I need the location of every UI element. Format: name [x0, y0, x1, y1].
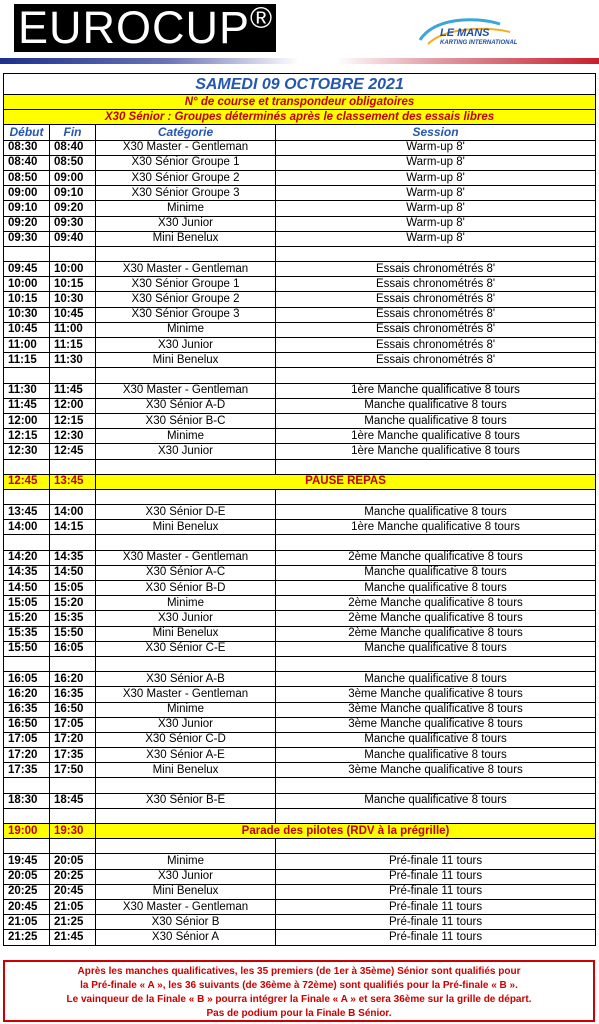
start-time: 16:20 [4, 687, 50, 702]
table-row [4, 322, 596, 337]
category-cell: Minime [96, 201, 276, 216]
start-time: 16:50 [4, 717, 50, 732]
category-cell: X30 Sénior B-C [96, 413, 276, 428]
start-time: 18:30 [4, 793, 50, 808]
end-time: 12:30 [50, 429, 96, 444]
category-cell: X30 Sénior D-E [96, 505, 276, 520]
end-time: 08:40 [50, 140, 96, 155]
table-row [4, 869, 596, 884]
end-time: 19:30 [50, 824, 96, 839]
start-time: 20:25 [4, 884, 50, 899]
note-line: Après les manches qualificatives, les 35 premiers (de 1er à 35ème) Sénior sont qualifiés pour [77, 966, 521, 977]
header-category: Catégorie [96, 125, 276, 140]
notice-row [4, 95, 596, 110]
end-time: 14:50 [50, 565, 96, 580]
category-cell: Minime [96, 322, 276, 337]
le-mans-karting-logo [414, 14, 534, 48]
start-time: 19:45 [4, 854, 50, 869]
category-cell: Mini Benelux [96, 763, 276, 778]
start-time: 15:50 [4, 641, 50, 656]
table-row [4, 717, 596, 732]
le-mans-logo-text: LE MANS [440, 27, 490, 39]
session-cell: 1ère Manche qualificative 8 tours [276, 520, 596, 535]
highlight-row [4, 824, 596, 839]
start-time: 12:30 [4, 444, 50, 459]
empty-cell [276, 808, 596, 823]
start-time: 21:25 [4, 930, 50, 945]
spacer-row [4, 535, 596, 550]
table-row [4, 520, 596, 535]
table-row [4, 672, 596, 687]
start-time: 13:45 [4, 505, 50, 520]
table-row [4, 596, 596, 611]
start-time: 08:50 [4, 170, 50, 185]
session-cell: 3ème Manche qualificative 8 tours [276, 717, 596, 732]
header-end: Fin [50, 125, 96, 140]
table-row [4, 915, 596, 930]
empty-cell [276, 656, 596, 671]
category-cell: X30 Sénior A-E [96, 748, 276, 763]
empty-cell [50, 368, 96, 383]
empty-cell [4, 489, 50, 504]
category-cell: X30 Junior [96, 611, 276, 626]
category-cell: X30 Sénior C-D [96, 732, 276, 747]
start-time: 11:15 [4, 353, 50, 368]
spacer-row [4, 656, 596, 671]
note-line: Le vainqueur de la Finale « B » pourra intégrer la Finale « A » et sera 36ème sur la grille de départ. [66, 994, 532, 1005]
session-cell: Warm-up 8' [276, 170, 596, 185]
table-row [4, 383, 596, 398]
start-time: 10:45 [4, 322, 50, 337]
notice-groups: X30 Sénior : Groupes déterminés après le classement des essais libres [4, 110, 596, 125]
note-line: Pas de podium pour la Finale B Sénior. [206, 1008, 392, 1019]
notice-transponder: N° de course et transpondeur obligatoires [4, 95, 596, 110]
empty-cell [4, 656, 50, 671]
start-time: 12:15 [4, 429, 50, 444]
start-time: 15:05 [4, 596, 50, 611]
end-time: 09:40 [50, 231, 96, 246]
start-time: 09:45 [4, 262, 50, 277]
category-cell: X30 Sénior B [96, 915, 276, 930]
empty-cell [50, 459, 96, 474]
end-time: 20:25 [50, 869, 96, 884]
start-time: 09:30 [4, 231, 50, 246]
table-row [4, 353, 596, 368]
empty-cell [276, 839, 596, 854]
session-cell: Pré-finale 11 tours [276, 930, 596, 945]
category-cell: Mini Benelux [96, 884, 276, 899]
start-time: 14:50 [4, 581, 50, 596]
end-time: 09:30 [50, 216, 96, 231]
karting-international-text: KARTING INTERNATIONAL [440, 40, 518, 46]
table-row [4, 140, 596, 155]
header-start: Début [4, 125, 50, 140]
category-cell: X30 Master - Gentleman [96, 262, 276, 277]
schedule-table [3, 73, 596, 946]
spacer-row [4, 246, 596, 261]
category-cell: Mini Benelux [96, 626, 276, 641]
category-cell: X30 Sénior Groupe 3 [96, 307, 276, 322]
start-time: 09:20 [4, 216, 50, 231]
session-cell: 1ère Manche qualificative 8 tours [276, 429, 596, 444]
start-time: 11:30 [4, 383, 50, 398]
empty-cell [50, 489, 96, 504]
registered-mark: ® [250, 4, 274, 35]
empty-cell [4, 368, 50, 383]
session-cell: 2ème Manche qualificative 8 tours [276, 596, 596, 611]
empty-cell [96, 778, 276, 793]
spacer-row [4, 808, 596, 823]
empty-cell [50, 778, 96, 793]
empty-cell [96, 489, 276, 504]
end-time: 10:45 [50, 307, 96, 322]
session-cell: 3ème Manche qualificative 8 tours [276, 687, 596, 702]
end-time: 16:35 [50, 687, 96, 702]
end-time: 20:05 [50, 854, 96, 869]
session-cell: Pré-finale 11 tours [276, 854, 596, 869]
table-row [4, 611, 596, 626]
end-time: 10:30 [50, 292, 96, 307]
end-time: 17:35 [50, 748, 96, 763]
category-cell: X30 Sénior C-E [96, 641, 276, 656]
category-cell: X30 Sénior Groupe 3 [96, 186, 276, 201]
start-time: 17:05 [4, 732, 50, 747]
start-time: 10:00 [4, 277, 50, 292]
category-cell: Mini Benelux [96, 231, 276, 246]
end-time: 14:15 [50, 520, 96, 535]
session-cell: Warm-up 8' [276, 140, 596, 155]
start-time: 08:40 [4, 155, 50, 170]
category-cell: X30 Master - Gentleman [96, 899, 276, 914]
table-row [4, 307, 596, 322]
session-cell: Warm-up 8' [276, 155, 596, 170]
table-row [4, 565, 596, 580]
end-time: 12:45 [50, 444, 96, 459]
session-cell: Essais chronométrés 8' [276, 307, 596, 322]
end-time: 08:50 [50, 155, 96, 170]
category-cell: X30 Sénior Groupe 2 [96, 170, 276, 185]
end-time: 13:45 [50, 474, 96, 489]
session-cell: Manche qualificative 8 tours [276, 793, 596, 808]
session-cell: 3ème Manche qualificative 8 tours [276, 702, 596, 717]
category-cell: Minime [96, 702, 276, 717]
start-time: 09:00 [4, 186, 50, 201]
end-time: 17:50 [50, 763, 96, 778]
highlight-label: PAUSE REPAS [96, 474, 596, 489]
session-cell: Pré-finale 11 tours [276, 899, 596, 914]
empty-cell [276, 246, 596, 261]
end-time: 12:15 [50, 413, 96, 428]
column-headers [4, 125, 596, 140]
table-row [4, 505, 596, 520]
empty-cell [50, 246, 96, 261]
end-time: 11:00 [50, 322, 96, 337]
start-time: 16:35 [4, 702, 50, 717]
start-time: 17:35 [4, 763, 50, 778]
category-cell: X30 Junior [96, 444, 276, 459]
category-cell: Minime [96, 596, 276, 611]
session-cell: Manche qualificative 8 tours [276, 641, 596, 656]
start-time: 12:45 [4, 474, 50, 489]
table-row [4, 732, 596, 747]
start-time: 14:35 [4, 565, 50, 580]
notice-row [4, 110, 596, 125]
end-time: 16:20 [50, 672, 96, 687]
start-time: 12:00 [4, 413, 50, 428]
category-cell: Minime [96, 854, 276, 869]
header-stripe [0, 58, 599, 64]
end-time: 17:05 [50, 717, 96, 732]
table-row [4, 930, 596, 945]
note-line: la Pré-finale « A », les 36 suivants (de 36ème à 72ème) sont qualifiés pour la Pré-finale « B ». [80, 980, 518, 991]
empty-cell [4, 246, 50, 261]
table-row [4, 216, 596, 231]
category-cell: X30 Master - Gentleman [96, 550, 276, 565]
end-time: 16:05 [50, 641, 96, 656]
table-row [4, 444, 596, 459]
end-time: 11:45 [50, 383, 96, 398]
table-row [4, 899, 596, 914]
end-time: 09:00 [50, 170, 96, 185]
empty-cell [276, 778, 596, 793]
start-time: 20:05 [4, 869, 50, 884]
session-cell: 1ère Manche qualificative 8 tours [276, 383, 596, 398]
session-cell: Pré-finale 11 tours [276, 915, 596, 930]
category-cell: X30 Sénior Groupe 1 [96, 277, 276, 292]
category-cell: Mini Benelux [96, 520, 276, 535]
spacer-row [4, 489, 596, 504]
table-row [4, 687, 596, 702]
table-row [4, 186, 596, 201]
category-cell: X30 Master - Gentleman [96, 383, 276, 398]
category-cell: X30 Master - Gentleman [96, 687, 276, 702]
category-cell: X30 Junior [96, 717, 276, 732]
start-time: 15:35 [4, 626, 50, 641]
session-cell: Essais chronométrés 8' [276, 322, 596, 337]
table-row [4, 277, 596, 292]
empty-cell [4, 778, 50, 793]
end-time: 14:00 [50, 505, 96, 520]
session-cell: Manche qualificative 8 tours [276, 413, 596, 428]
end-time: 10:15 [50, 277, 96, 292]
session-cell: 2ème Manche qualificative 8 tours [276, 611, 596, 626]
table-row [4, 338, 596, 353]
start-time: 14:20 [4, 550, 50, 565]
empty-cell [50, 808, 96, 823]
category-cell: X30 Junior [96, 338, 276, 353]
empty-cell [276, 459, 596, 474]
session-cell: Pré-finale 11 tours [276, 869, 596, 884]
table-row [4, 702, 596, 717]
start-time: 20:45 [4, 899, 50, 914]
end-time: 10:00 [50, 262, 96, 277]
session-cell: Manche qualificative 8 tours [276, 748, 596, 763]
start-time: 11:00 [4, 338, 50, 353]
start-time: 16:05 [4, 672, 50, 687]
end-time: 15:50 [50, 626, 96, 641]
session-cell: Manche qualificative 8 tours [276, 672, 596, 687]
end-time: 15:35 [50, 611, 96, 626]
start-time: 10:30 [4, 307, 50, 322]
empty-cell [4, 459, 50, 474]
table-row [4, 429, 596, 444]
empty-cell [276, 368, 596, 383]
start-time: 08:30 [4, 140, 50, 155]
eurocup-logo [14, 4, 276, 52]
category-cell: Mini Benelux [96, 353, 276, 368]
spacer-row [4, 459, 596, 474]
empty-cell [96, 246, 276, 261]
start-time: 09:10 [4, 201, 50, 216]
category-cell: X30 Sénior Groupe 2 [96, 292, 276, 307]
session-cell: Manche qualificative 8 tours [276, 505, 596, 520]
empty-cell [4, 808, 50, 823]
empty-cell [276, 489, 596, 504]
session-cell: Essais chronométrés 8' [276, 292, 596, 307]
empty-cell [50, 535, 96, 550]
end-time: 17:20 [50, 732, 96, 747]
session-cell: Pré-finale 11 tours [276, 884, 596, 899]
empty-cell [96, 459, 276, 474]
session-cell: 2ème Manche qualificative 8 tours [276, 626, 596, 641]
end-time: 12:00 [50, 398, 96, 413]
session-cell: Essais chronométrés 8' [276, 338, 596, 353]
session-cell: Essais chronométrés 8' [276, 353, 596, 368]
empty-cell [50, 656, 96, 671]
table-row [4, 748, 596, 763]
session-cell: Essais chronométrés 8' [276, 277, 596, 292]
session-cell: Warm-up 8' [276, 216, 596, 231]
table-row [4, 854, 596, 869]
empty-cell [96, 808, 276, 823]
end-time: 09:10 [50, 186, 96, 201]
table-row [4, 884, 596, 899]
category-cell: X30 Master - Gentleman [96, 140, 276, 155]
session-cell: Manche qualificative 8 tours [276, 732, 596, 747]
category-cell: X30 Sénior B-D [96, 581, 276, 596]
start-time: 11:45 [4, 398, 50, 413]
page-title: SAMEDI 09 OCTOBRE 2021 [4, 74, 596, 95]
session-cell: Manche qualificative 8 tours [276, 398, 596, 413]
empty-cell [276, 535, 596, 550]
qualification-note [3, 960, 595, 1022]
table-row [4, 170, 596, 185]
spacer-row [4, 368, 596, 383]
session-cell: Manche qualificative 8 tours [276, 581, 596, 596]
empty-cell [96, 535, 276, 550]
empty-cell [96, 839, 276, 854]
start-time: 14:00 [4, 520, 50, 535]
session-cell: 3ème Manche qualificative 8 tours [276, 763, 596, 778]
title-row [4, 74, 596, 95]
category-cell: Minime [96, 429, 276, 444]
category-cell: X30 Sénior A [96, 930, 276, 945]
end-time: 09:20 [50, 201, 96, 216]
table-row [4, 398, 596, 413]
table-row [4, 262, 596, 277]
table-row [4, 413, 596, 428]
table-row [4, 231, 596, 246]
session-cell: Warm-up 8' [276, 201, 596, 216]
end-time: 21:25 [50, 915, 96, 930]
empty-cell [4, 839, 50, 854]
table-row [4, 201, 596, 216]
empty-cell [4, 535, 50, 550]
eurocup-logo-text: EUROCUP [18, 4, 251, 52]
session-cell: 2ème Manche qualificative 8 tours [276, 550, 596, 565]
category-cell: X30 Junior [96, 869, 276, 884]
table-row [4, 626, 596, 641]
start-time: 21:05 [4, 915, 50, 930]
end-time: 11:30 [50, 353, 96, 368]
header-session: Session [276, 125, 596, 140]
start-time: 15:20 [4, 611, 50, 626]
highlight-row [4, 474, 596, 489]
end-time: 21:45 [50, 930, 96, 945]
end-time: 20:45 [50, 884, 96, 899]
session-cell: Manche qualificative 8 tours [276, 565, 596, 580]
table-row [4, 763, 596, 778]
start-time: 10:15 [4, 292, 50, 307]
empty-cell [50, 839, 96, 854]
highlight-label: Parade des pilotes (RDV à la prégrille) [96, 824, 596, 839]
end-time: 14:35 [50, 550, 96, 565]
spacer-row [4, 778, 596, 793]
end-time: 15:05 [50, 581, 96, 596]
table-row [4, 581, 596, 596]
empty-cell [96, 368, 276, 383]
start-time: 17:20 [4, 748, 50, 763]
end-time: 11:15 [50, 338, 96, 353]
session-cell: Essais chronométrés 8' [276, 262, 596, 277]
end-time: 21:05 [50, 899, 96, 914]
category-cell: X30 Sénior A-B [96, 672, 276, 687]
end-time: 18:45 [50, 793, 96, 808]
session-cell: Warm-up 8' [276, 231, 596, 246]
start-time: 19:00 [4, 824, 50, 839]
category-cell: X30 Sénior B-E [96, 793, 276, 808]
end-time: 15:20 [50, 596, 96, 611]
session-cell: 1ère Manche qualificative 8 tours [276, 444, 596, 459]
category-cell: X30 Sénior A-C [96, 565, 276, 580]
session-cell: Warm-up 8' [276, 186, 596, 201]
spacer-row [4, 839, 596, 854]
table-row [4, 292, 596, 307]
category-cell: X30 Sénior A-D [96, 398, 276, 413]
category-cell: X30 Sénior Groupe 1 [96, 155, 276, 170]
table-row [4, 155, 596, 170]
empty-cell [96, 656, 276, 671]
table-row [4, 793, 596, 808]
category-cell: X30 Junior [96, 216, 276, 231]
end-time: 16:50 [50, 702, 96, 717]
table-row [4, 550, 596, 565]
table-row [4, 641, 596, 656]
